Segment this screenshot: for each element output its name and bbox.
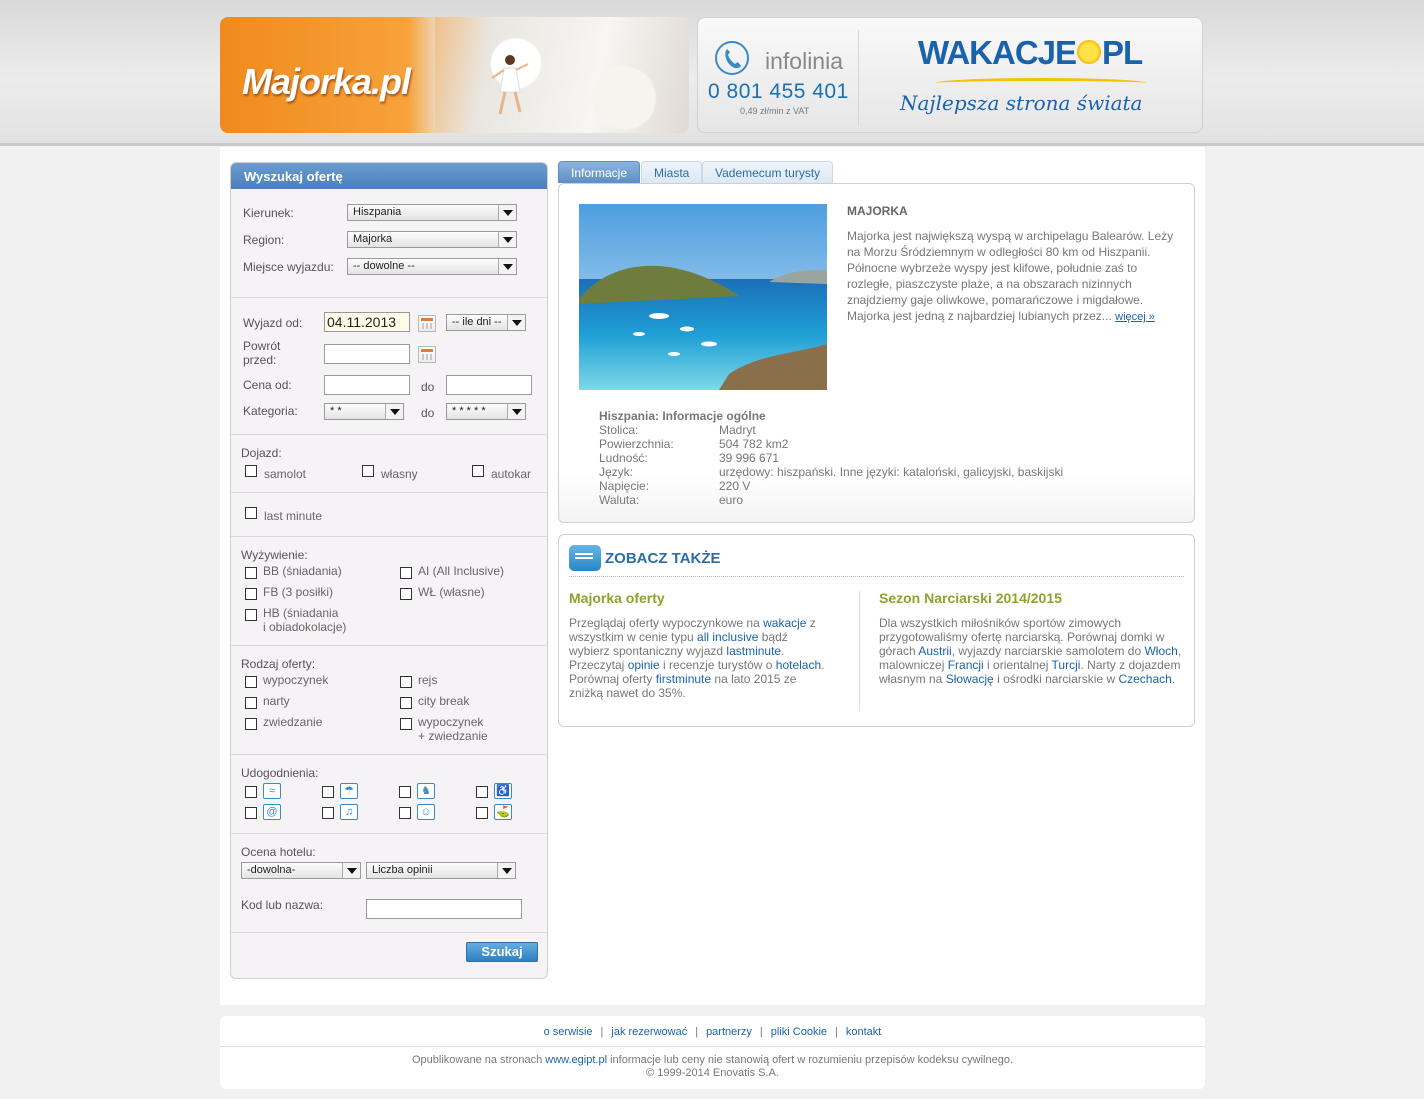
copyright: © 1999-2014 Enovatis S.A. [646,1067,779,1079]
link-slowacje[interactable]: Słowację [945,672,994,686]
fact-value: Madryt [719,423,756,437]
kids-icon: ♞ [417,783,435,799]
text: . Narty z dojazdem własnym na [879,658,1181,686]
fact-key: Stolica: [599,423,639,437]
see-also-divider [569,576,1184,577]
kierunek-label: Kierunek: [243,206,294,220]
narty-label: narty [263,694,290,708]
wypoczynek-checkbox[interactable] [245,676,257,688]
dates-price-section [231,298,547,435]
ai-label: AI (All Inclusive) [418,564,505,578]
fb-checkbox[interactable] [245,588,257,600]
wyjazd-date-input[interactable]: 04.11.2013 [324,312,410,332]
destination-section [231,189,547,298]
link-lastminute[interactable]: lastminute [726,644,782,658]
search-panel [230,162,548,979]
text: Przeglądaj oferty wypoczynkowe na [569,616,764,630]
narty-checkbox[interactable] [245,697,257,709]
fact-value: 39 996 671 [719,451,780,465]
search-panel-title: Wyszukaj ofertę [231,163,547,189]
footer [220,1016,1205,1089]
kod-label: Kod lub nazwa: [241,898,324,912]
see-also-panel [558,534,1195,727]
text: i recenzje turystów o [659,658,776,672]
search-button[interactable]: Szukaj [466,942,538,962]
city-break-checkbox[interactable] [400,697,412,709]
column-divider [859,591,860,711]
chevron-down-icon [507,315,525,330]
text: i ośrodki narciarskie w [993,672,1119,686]
fact-key: Powierzchnia: [599,437,674,451]
text: . [1171,672,1176,686]
bb-label: BB (śniadania) [263,564,342,578]
wyjazd-label: Wyjazd od: [243,316,303,330]
pool-icon: ≈ [263,783,281,799]
internet-checkbox[interactable] [245,807,257,819]
see-also-title: ZOBACZ TAKŻE [605,550,721,567]
header-divider [858,30,859,126]
ai-checkbox[interactable] [400,567,412,579]
site-logo: Majorka.pl [242,61,411,102]
info-title: MAJORKA [847,204,908,218]
link-firstminute[interactable]: firstminute [655,672,712,686]
link-all-inclusive[interactable]: all inclusive [697,630,759,644]
last-minute-checkbox[interactable] [245,507,257,519]
chevron-down-icon [342,863,360,878]
text: na lato 2015 ze zniżką nawet do 35%. [569,672,797,700]
logo-swoosh [936,78,1146,88]
rejs-checkbox[interactable] [400,676,412,688]
dojazd-label: Dojazd: [241,446,282,460]
link-francji[interactable]: Francji [947,658,984,672]
wypoczynek-zwiedzanie-line1: wypoczynek [418,715,484,729]
fact-key: Ludność: [599,451,648,465]
zwiedzanie-label: zwiedzanie [263,715,323,729]
internet-icon: @ [263,804,281,820]
text: . Przeczytaj [569,644,785,672]
text: Dla wszystkich miłośników sportów zimowych przygotowaliśmy ofertę narciarską. Porównaj domki w górach [879,616,1165,658]
country-facts [599,409,1159,507]
more-link[interactable]: więcej » [1115,311,1155,323]
main-content [220,147,1205,1005]
calendar-icon[interactable] [418,346,436,363]
note-text: Opublikowane na stronach [411,1054,546,1066]
powrot-label-line2: przed: [243,353,277,367]
info-text [847,228,1183,325]
ocena-value: -dowolna- [247,864,296,876]
fact-key: Napięcie: [599,479,650,493]
info-panel [558,183,1195,523]
note-text: informacje lub ceny nie stanowią ofert w rozumieniu przepisów kodeksu cywilnego. [607,1054,1014,1066]
animation-icon: ☺ [417,804,435,820]
wyzywienie-label: Wyżywienie: [241,548,308,562]
beach-wave-image [435,17,689,133]
wakacje-logo[interactable] [918,34,1142,72]
majorka-bay-photo [579,204,827,390]
region-select[interactable] [347,231,517,248]
majorka-banner[interactable] [220,17,689,133]
miejsce-select[interactable] [347,258,517,275]
footer-link-jak-rezerwowac[interactable]: jak rezerwować [611,1026,688,1038]
wypoczynek-zwiedzanie-checkbox[interactable] [400,718,412,730]
animation-checkbox[interactable] [399,807,411,819]
ocena-section [231,834,547,933]
footer-sep: | [835,1026,838,1038]
tab-informacje[interactable]: Informacje [558,161,640,183]
wyzywienie-section [231,537,547,646]
rodzaj-section [231,646,547,755]
autokar-label: autokar [491,467,532,481]
hb-label-line2: i obiadokolacje) [263,620,347,634]
pool-checkbox[interactable] [245,786,257,798]
footer-link-o-serwisie[interactable]: o serwisie [543,1026,593,1038]
beach-checkbox[interactable] [322,786,334,798]
see-also-ski [879,591,1184,686]
footer-sep: | [759,1026,763,1038]
wypoczynek-zwiedzanie-label [418,715,488,743]
link-wakacje[interactable]: wakacje [763,616,807,630]
region-label: Region: [243,233,285,247]
miejsce-value: -- dowolne -- [353,260,415,272]
brand-slogan: Najlepsza strona świata [900,91,1143,115]
phone-icon [714,40,750,76]
speech-bubble-icon [569,545,601,571]
wakacje-logo-pl: PL [1102,34,1143,71]
link-hotelach[interactable]: hotelach [775,658,822,672]
kategoria-do-label: do [421,406,435,420]
link-wloch[interactable]: Włoch [1144,644,1178,658]
zwiedzanie-checkbox[interactable] [245,718,257,730]
lastminute-section [231,493,547,537]
footer-note [220,1054,1205,1080]
powrot-label [243,339,280,367]
chevron-down-icon [385,404,403,419]
footer-sep: | [695,1026,699,1038]
text: . Porównaj oferty [569,658,825,686]
text: z wszystkim w cenie typu [569,616,816,644]
link-austrii[interactable]: Austrii [918,644,952,658]
city-break-label: city break [418,694,470,708]
text: , malowniczej [879,644,1182,672]
beach-icon: ☂ [340,783,358,799]
tab-miasta[interactable]: Miasta [641,161,702,183]
samolot-checkbox[interactable] [245,465,257,477]
chevron-down-icon [498,232,516,247]
link-turcji[interactable]: Turcji [1051,658,1081,672]
fact-row [599,493,1159,507]
infoline-brand-banner [697,17,1203,133]
powrot-date-input[interactable] [324,344,410,364]
kategoria-from-value: * * [330,405,342,417]
region-value: Majorka [353,233,393,245]
facts-title: Hiszpania: Informacje ogólne [599,409,766,423]
wheelchair-icon: ♿ [494,783,512,799]
fact-key: Język: [599,465,634,479]
ile-dni-select[interactable] [446,314,526,331]
fact-row [599,465,1159,479]
opinie-value: Liczba opinii [372,864,433,876]
footer-sep: | [600,1026,604,1038]
chevron-down-icon [498,259,516,274]
fact-value: euro [719,493,744,507]
wlasny-checkbox[interactable] [362,465,374,477]
info-text-body: Majorka jest największą wyspą w archipelagu Balearów. Leży na Morzu Śródziemnym w odległości 80 km od Hiszpanii. Północne wybrzeże wyspy jest klifowe, południe zaś to rozległe, piaszczyste plaże, a na obszarach nizinnych znajdziemy gaje oliwkowe, pomarańczowe i migdałowe. Majorka jest jedną z najbardziej lubianych przez... [847,229,1174,323]
wakacje-logo-text: WAKACJE [918,34,1077,71]
cena-label: Cena od: [243,378,292,392]
golf-icon: ⛳ [494,804,512,820]
kierunek-value: Hiszpania [353,206,402,218]
chevron-down-icon [497,863,515,878]
hb-label [263,606,346,634]
ile-dni-value: -- ile dni -- [452,316,502,328]
wheelchair-checkbox[interactable] [476,786,488,798]
kategoria-to-select[interactable] [446,403,526,420]
music-icon: ♫ [340,804,358,820]
kids-checkbox[interactable] [399,786,411,798]
fact-row [599,437,1159,451]
rodzaj-label: Rodzaj oferty: [241,657,316,671]
cena-do-label: do [421,380,435,394]
cena-to-input[interactable] [446,375,532,395]
powrot-label-line1: Powrót [243,339,281,353]
kategoria-to-value: * * * * * [452,405,486,417]
fb-label: FB (3 posiłki) [263,585,334,599]
phone-number[interactable]: 0 801 455 401 [708,80,849,103]
calendar-icon[interactable] [418,315,436,332]
text: , wyjazdy narciarskie samolotem do [951,644,1145,658]
footer-link-partnerzy[interactable]: partnerzy [706,1026,752,1038]
dojazd-section [231,435,547,493]
wypoczynek-zwiedzanie-line2: + zwiedzanie [418,729,488,743]
kierunek-select[interactable] [347,204,517,221]
link-opinie[interactable]: opinie [627,658,660,672]
ocena-label: Ocena hotelu: [241,845,316,859]
hb-label-line1: HB (śniadania [263,606,339,620]
phone-price: 0,49 zł/min z VAT [740,106,810,116]
text: bądź wybierz spontaniczny wyjazd [569,630,788,658]
see-also-majorka [569,591,831,700]
sezon-narciarski-heading[interactable]: Sezon Narciarski 2014/2015 [879,590,1062,606]
music-checkbox[interactable] [322,807,334,819]
udogodnienia-label: Udogodnienia: [241,766,319,780]
fact-key: Waluta: [599,493,640,507]
footer-divider [220,1046,1205,1047]
golf-checkbox[interactable] [476,807,488,819]
ocena-select[interactable] [241,862,361,879]
samolot-label: samolot [264,467,307,481]
egipt-link[interactable]: www.egipt.pl [545,1054,608,1066]
miejsce-label: Miejsce wyjazdu: [243,260,334,274]
hb-checkbox[interactable] [245,609,257,621]
kategoria-from-select[interactable] [324,403,404,420]
wl-label: WŁ (własne) [418,585,485,599]
woman-on-beach-image [490,52,530,122]
fact-value: 504 782 km2 [719,437,789,451]
link-czechach[interactable]: Czechach [1118,672,1172,686]
tab-vademecum[interactable]: Vademecum turysty [702,161,833,183]
footer-link-kontakt[interactable]: kontakt [845,1026,882,1038]
sun-icon [1077,40,1101,64]
opinie-select[interactable] [366,862,516,879]
wlasny-label: własny [381,467,418,481]
kategoria-label: Kategoria: [243,404,298,418]
fact-row [599,423,1159,437]
footer-link-cookie[interactable]: pliki Cookie [770,1026,828,1038]
infolinia-label: infolinia [765,48,843,74]
udogodnienia-section [231,755,547,834]
chevron-down-icon [507,404,525,419]
fact-row [599,479,1159,493]
fact-value: urzędowy: hiszpański. Inne języki: kataloński, galicyjski, baskijski [719,465,1064,479]
wypoczynek-label: wypoczynek [263,673,329,687]
bb-checkbox[interactable] [245,567,257,579]
autokar-checkbox[interactable] [472,465,484,477]
footer-links [220,1026,1205,1038]
rejs-label: rejs [418,673,438,687]
fact-value: 220 V [719,479,751,493]
chevron-down-icon [498,205,516,220]
majorka-oferty-heading[interactable]: Majorka oferty [569,590,665,606]
text: i orientalnej [983,658,1052,672]
kod-input[interactable] [366,899,522,919]
fact-row [599,451,1159,465]
wl-checkbox[interactable] [400,588,412,600]
cena-from-input[interactable] [324,375,410,395]
last-minute-label: last minute [264,509,323,523]
